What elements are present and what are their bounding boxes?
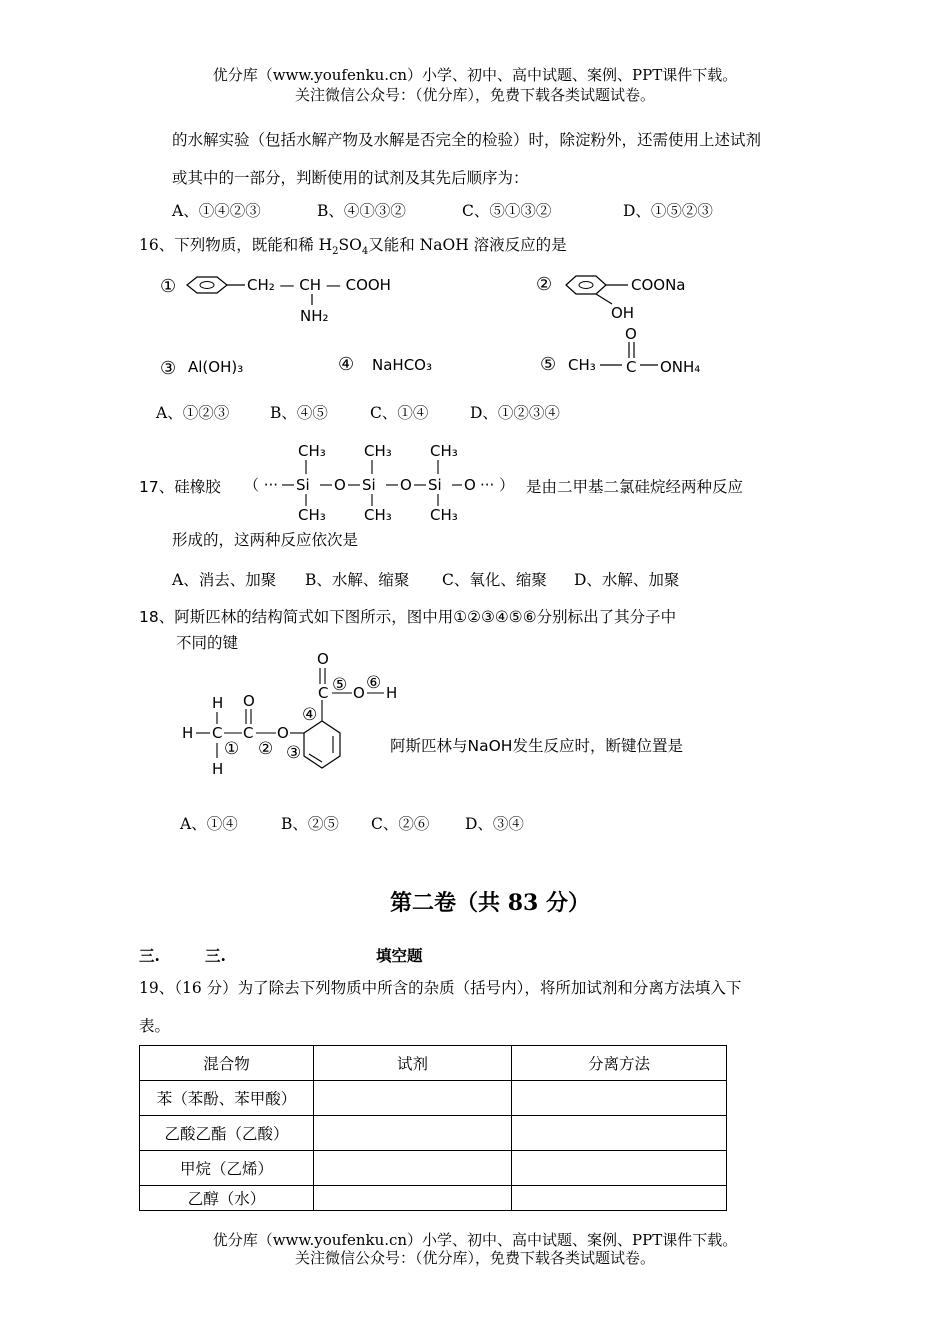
q19-stem: 19、（16 分）为了除去下列物质中所含的杂质（括号内），将所加试剂和分离方法填入下 bbox=[139, 979, 742, 997]
compound-5-ammonium: ONH₄ bbox=[660, 358, 701, 376]
compound-4-number: ④ bbox=[338, 354, 355, 375]
q17-option-b: B、水解、缩聚 bbox=[305, 571, 410, 589]
compound-5 bbox=[540, 325, 700, 376]
methyl-carbon: C bbox=[212, 724, 223, 742]
q16-stem: 16、下列物质，既能和稀 $H_2SO_4$又能和 NaOH 溶液反应的是 bbox=[139, 236, 567, 258]
compound-5-number: ⑤ bbox=[540, 354, 557, 375]
compound-2 bbox=[536, 274, 686, 322]
table-row bbox=[140, 1116, 727, 1151]
compound-2-number: ② bbox=[536, 274, 553, 295]
q15-option-c: C、⑤①③② bbox=[462, 202, 552, 220]
methyl-2-bottom: CH₃ bbox=[364, 506, 392, 524]
silicon-3: Si bbox=[428, 476, 442, 494]
ester-oxygen: O bbox=[277, 724, 289, 742]
benzene-circle-icon bbox=[200, 282, 214, 289]
mixture-cell: 乙酸乙酯（乙酸） bbox=[140, 1116, 314, 1151]
benzene-circle-icon bbox=[579, 282, 593, 289]
bond-2-label: ② bbox=[258, 739, 274, 759]
method-cell[interactable] bbox=[512, 1081, 727, 1116]
table-header-row bbox=[140, 1046, 727, 1081]
q18-option-b: B、②⑤ bbox=[281, 815, 339, 833]
table-row bbox=[140, 1151, 727, 1186]
q16-option-c: C、①④ bbox=[370, 404, 429, 422]
q16-option-a: A、①②③ bbox=[156, 404, 230, 422]
q15-option-d: D、①⑤②③ bbox=[623, 202, 713, 220]
compound-3-formula: Al(OH)₃ bbox=[188, 358, 244, 376]
part2-title: 第二卷（共 83 分） bbox=[390, 890, 590, 916]
h-bottom: H bbox=[212, 760, 224, 778]
method-cell[interactable] bbox=[512, 1151, 727, 1186]
q17-silicone-structure bbox=[236, 438, 526, 530]
q17-number: 17、硅橡胶 bbox=[139, 478, 221, 496]
h-top: H bbox=[212, 694, 224, 712]
structure-open: （ ··· bbox=[244, 476, 279, 494]
benzene-ring-icon bbox=[566, 276, 606, 294]
silicon-2: Si bbox=[362, 476, 376, 494]
compound-4 bbox=[338, 354, 432, 375]
section-number-a: 三. bbox=[139, 946, 160, 965]
structure-close: ··· ） bbox=[480, 476, 515, 494]
compound-3 bbox=[160, 358, 243, 379]
q16-option-b: B、④⑤ bbox=[270, 404, 328, 422]
q18-option-a: A、①④ bbox=[180, 815, 238, 833]
compound-1-amine: NH₂ bbox=[300, 307, 329, 325]
mixture-cell: 甲烷（乙烯） bbox=[140, 1151, 314, 1186]
h-left: H bbox=[182, 724, 194, 742]
compound-1-chain: CH₂ — CH — COOH bbox=[247, 276, 391, 294]
table-row bbox=[140, 1081, 727, 1116]
bond-6-label: ⑥ bbox=[366, 673, 382, 693]
benzene-ring-icon bbox=[304, 721, 340, 768]
q15-option-b: B、④①③② bbox=[317, 202, 406, 220]
q18-question: 阿斯匹林与NaOH发生反应时，断键位置是 bbox=[390, 737, 683, 755]
oxygen-1: O bbox=[334, 476, 346, 494]
methyl-2-top: CH₃ bbox=[364, 442, 392, 460]
compound-1 bbox=[160, 276, 391, 325]
compound-3-number: ③ bbox=[160, 358, 177, 379]
compound-5-carbon: C bbox=[626, 358, 637, 376]
reagent-cell[interactable] bbox=[314, 1116, 512, 1151]
q16-option-d: D、①②③④ bbox=[470, 404, 560, 422]
benzene-ring-icon bbox=[187, 277, 227, 293]
reagent-cell[interactable] bbox=[314, 1151, 512, 1186]
q15-continuation-1: 的水解实验（包括水解产物及水解是否完全的检验）时，除淀粉外，还需使用上述试剂 bbox=[172, 131, 762, 149]
table-header-cell: 分离方法 bbox=[512, 1046, 727, 1081]
bond-3-label: ③ bbox=[286, 743, 302, 763]
bond-4-label: ④ bbox=[302, 705, 318, 725]
silicon-1: Si bbox=[296, 476, 310, 494]
methyl-1-bottom: CH₃ bbox=[298, 506, 326, 524]
reagent-cell[interactable] bbox=[314, 1081, 512, 1116]
q17-option-d: D、水解、加聚 bbox=[574, 571, 680, 589]
page-footer-line-2: 关注微信公众号：（优分库），免费下载各类试题试卷。 bbox=[294, 1249, 655, 1267]
oxygen-2: O bbox=[400, 476, 412, 494]
table-row bbox=[140, 1186, 727, 1211]
mixture-cell: 苯（苯酚、苯甲酸） bbox=[140, 1081, 314, 1116]
hydroxyl-hydrogen: H bbox=[386, 684, 398, 702]
mixture-cell: 乙醇（水） bbox=[140, 1186, 314, 1211]
q16-compounds-figure bbox=[150, 262, 730, 387]
q18-option-c: C、②⑥ bbox=[371, 815, 430, 833]
section-number-b: 三. bbox=[205, 946, 226, 965]
carboxyl-oxygen: O bbox=[317, 650, 329, 668]
page-header-line-1: 优分库（www.youfenku.cn）小学、初中、高中试题、案例、PPT课件下载。 bbox=[212, 66, 738, 84]
page-header-line-2: 关注微信公众号：（优分库），免费下载各类试题试卷。 bbox=[294, 86, 655, 104]
q18-option-d: D、③④ bbox=[465, 815, 524, 833]
compound-4-formula: NaHCO₃ bbox=[372, 356, 432, 374]
q15-continuation-2: 或其中的一部分，判断使用的试剂及其先后顺序为： bbox=[172, 169, 529, 187]
q17-option-a: A、消去、加聚 bbox=[172, 571, 277, 589]
method-cell[interactable] bbox=[512, 1116, 727, 1151]
q18-stem-line-2: 不同的键 bbox=[176, 634, 239, 652]
methyl-3-top: CH₃ bbox=[430, 442, 458, 460]
bond-5-label: ⑤ bbox=[332, 675, 348, 695]
carbonyl-carbon: C bbox=[243, 724, 254, 742]
q19-answer-table bbox=[139, 1045, 727, 1211]
q17-option-c: C、氧化、缩聚 bbox=[442, 571, 547, 589]
q18-aspirin-structure bbox=[172, 648, 412, 784]
reagent-cell[interactable] bbox=[314, 1186, 512, 1211]
methyl-1-top: CH₃ bbox=[298, 442, 326, 460]
compound-1-number: ① bbox=[160, 276, 177, 297]
table-header-cell: 试剂 bbox=[314, 1046, 512, 1081]
bond-1-label: ① bbox=[224, 739, 240, 759]
q18-stem: 18、阿斯匹林的结构简式如下图所示，图中用①②③④⑤⑥分别标出了其分子中 bbox=[139, 608, 677, 626]
page-footer-line-1: 优分库（www.youfenku.cn）小学、初中、高中试题、案例、PPT课件下载。 bbox=[212, 1231, 738, 1249]
oxygen-3: O bbox=[464, 476, 476, 494]
compound-2-carboxylate: COONa bbox=[631, 276, 686, 294]
q15-option-a: A、①④②③ bbox=[172, 202, 261, 220]
methyl-3-bottom: CH₃ bbox=[430, 506, 458, 524]
q17-stem: 是由二甲基二氯硅烷经两种反应 bbox=[526, 478, 744, 496]
section-title: 填空题 bbox=[376, 946, 423, 965]
method-cell[interactable] bbox=[512, 1186, 727, 1211]
compound-5-oxygen: O bbox=[625, 325, 637, 343]
carbonyl-oxygen: O bbox=[243, 692, 255, 710]
hydroxyl-oxygen: O bbox=[353, 684, 365, 702]
q19-stem-line-2: 表。 bbox=[139, 1017, 171, 1035]
carboxyl-carbon: C bbox=[318, 684, 329, 702]
table-header-cell: 混合物 bbox=[140, 1046, 314, 1081]
compound-2-hydroxyl: OH bbox=[611, 304, 635, 322]
compound-5-methyl: CH₃ bbox=[568, 356, 596, 374]
q17-stem-line-2: 形成的，这两种反应依次是 bbox=[172, 531, 359, 549]
